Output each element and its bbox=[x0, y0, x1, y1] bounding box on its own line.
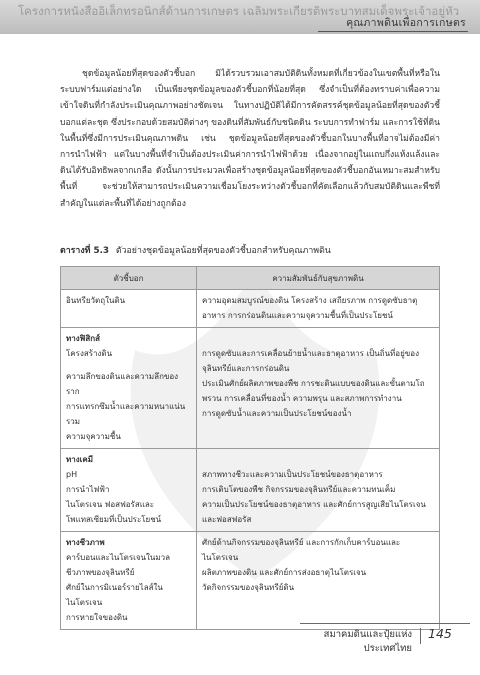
series-title: โครงการหนังสืออิเล็กทรอนิกส์ด้านการเกษตร เฉลิมพระเกียรติพระบาทสมเด็จพระเจ้าอยู่หัว bbox=[18, 4, 460, 18]
indicator-item: ความลึกของดินและความลึกของราก bbox=[66, 372, 179, 396]
body-paragraph: ชุดข้อมูลน้อยที่สุดของตัวชี้บอก มิได้รวบรวมเอาสมบัติดินทั้งหมดที่เกี่ยวข้องในเขตพื้นที่หรือในระบบฟาร์มแต่อย่างใด เป็นเพียงชุดข้อมูลของตัวชี้บอกที่น้อยที่สุด ซึ่งจำเป็นที่ต้องทราบค่าเพื่อความเข้าใจดินที่กำลังประเมินคุณภาพอย่างชัดเจน ในทางปฏิบัติได้มีการคัดสรรค์ชุดข้อมูลน้อยที่สุดของตัวชี้บอกแต่ละชุด ซึ่งประกอบด้วยสมบัติต่างๆ ของดินที่สัมพันธ์กับชนิดดิน ระบบการทำฟาร์ม และการใช้ที่ดินในพื้นที่ซึ่งมีการประเมินคุณภาพดิน เช่น ชุดข้อมูลน้อยที่สุดของตัวชี้บอกในบางพื้นที่อาจไม่ต้องมีค่าการนำไฟฟ้า แต่ในบางพื้นที่จำเป็นต้องประเมินค่าการนำไฟฟ้าด้วย เนื่องจากอยู่ในแถบกึ่งแห้งแล้งและดินได้รับอิทธิพลจากเกลือ ดังนั้นการประมวลเพื่อสร้างชุดข้อมูลน้อยที่สุดของตัวชี้บอกอันเหมาะสมสำหรับพื้นที่ จะช่วยให้สามารถประเมินความเชื่อมโยงระหว่างตัวชี้บอกที่คัดเลือกแล้วกับสมบัติดินและพืชที่สำคัญในแต่ละพื้นที่ได้อย่างถูกต้อง bbox=[60, 69, 440, 209]
header-rule bbox=[318, 31, 468, 32]
indicator-item: ศักย์ในการมิเนอร์รายไลส์ในไนโตรเจน bbox=[66, 583, 163, 607]
indicator-cell bbox=[61, 449, 197, 532]
relation-item: การเติบโตของพืช กิจกรรมของจุลินทรีย์และความทนเค็ม bbox=[202, 485, 396, 494]
table-row bbox=[61, 449, 440, 532]
publisher-name: สมาคมดินและปุ๋ยแห่งประเทศไทย bbox=[323, 629, 412, 654]
indicator-cell bbox=[61, 532, 197, 630]
relation-item: ความอุดมสมบูรณ์ของดิน โครงสร้าง เสถียรภาพ การดูดซับธาตุอาหาร การกร่อนดินและความจุความชื้นที่เป็นประโยชน์ bbox=[202, 296, 418, 320]
indicator-item: การแทรกซึมน้ำและความหนาแน่นรวม bbox=[66, 402, 186, 426]
table-header-row bbox=[61, 267, 440, 290]
indicator-item: pH bbox=[66, 470, 78, 479]
table-row bbox=[61, 328, 440, 449]
relation-cell bbox=[197, 449, 440, 532]
indicator-item: ไนโตรเจน ฟอสฟอรัสและโพแทสเซียมที่เป็นประโยชน์ bbox=[66, 500, 162, 524]
table-number: ตารางที่ 5.3 bbox=[60, 246, 110, 256]
table-row bbox=[61, 290, 440, 328]
column-header-relation: ความสัมพันธ์กับสุขภาพดิน bbox=[197, 267, 440, 290]
indicator-item: การหายใจของดิน bbox=[66, 613, 128, 622]
footer-rule bbox=[300, 623, 470, 624]
relation-item: สภาพทางชีวะและความเป็นประโยชน์ของธาตุอาหาร bbox=[202, 470, 383, 479]
relation-item: ประเมินศักย์ผลิตภาพของพืช การชะดินแบบของดินและขั้นตามโถพรวน การเคลื่อนที่ของน้ำ ความพรุน และสภาพการทำงาน bbox=[202, 379, 425, 403]
relation-item: ความเป็นประโยชน์ของธาตุอาหาร และศักย์การสูญเสียไนโตรเจนและฟอสฟอรัส bbox=[202, 500, 426, 524]
indicator-item: ความจุความชื้น bbox=[66, 432, 121, 441]
relation-item: การดูดซับน้ำและความเป็นประโยชน์ของน้ำ bbox=[202, 409, 352, 418]
indicator-item: คาร์บอนและไนโตรเจนในมวลชีวภาพของจุลินทรีย์ bbox=[66, 553, 171, 577]
relation-item: การดูดซับและการเคลื่อนย้ายน้ำและธาตุอาหาร เป็นถิ่นที่อยู่ของจุลินทรีย์และการกร่อนดิน bbox=[202, 349, 419, 373]
table-caption bbox=[60, 245, 450, 258]
group-title-physical: ทางฟิสิกส์ bbox=[66, 334, 100, 343]
relation-cell bbox=[197, 532, 440, 630]
indicator-item: อินทรียวัตถุในดิน bbox=[66, 296, 126, 305]
indicator-cell bbox=[61, 290, 197, 328]
table-row bbox=[61, 532, 440, 630]
relation-item: ศักย์ด้านกิจกรรมของจุลินทรีย์ และการกักเก็บคาร์บอนและไนโตรเจน bbox=[202, 538, 401, 562]
indicator-item: การนำไฟฟ้า bbox=[66, 485, 110, 494]
footer-separator bbox=[420, 628, 421, 644]
column-header-indicator: ตัวชี้บอก bbox=[61, 267, 197, 290]
group-title-chemical: ทางเคมี bbox=[66, 455, 94, 464]
relation-cell bbox=[197, 290, 440, 328]
book-title: คุณภาพดินเพื่อการเกษตร bbox=[346, 17, 466, 29]
indicator-cell bbox=[61, 328, 197, 449]
relation-cell bbox=[197, 328, 440, 449]
indicator-table bbox=[60, 266, 440, 630]
group-title-biological: ทางชีวภาพ bbox=[66, 538, 105, 547]
relation-item: ผลิตภาพของดิน และศักย์การส่งอธาตุไนโตรเจน bbox=[202, 568, 367, 577]
relation-item: วัดกิจกรรมของจุลินทรีย์ดิน bbox=[202, 583, 295, 592]
page-number: 145 bbox=[428, 626, 452, 641]
table-caption-text: ตัวอย่างชุดข้อมูลน้อยที่สุดของตัวชี้บอกสำหรับคุณภาพดิน bbox=[115, 246, 331, 256]
indicator-item: โครงสร้างดิน bbox=[66, 349, 113, 358]
